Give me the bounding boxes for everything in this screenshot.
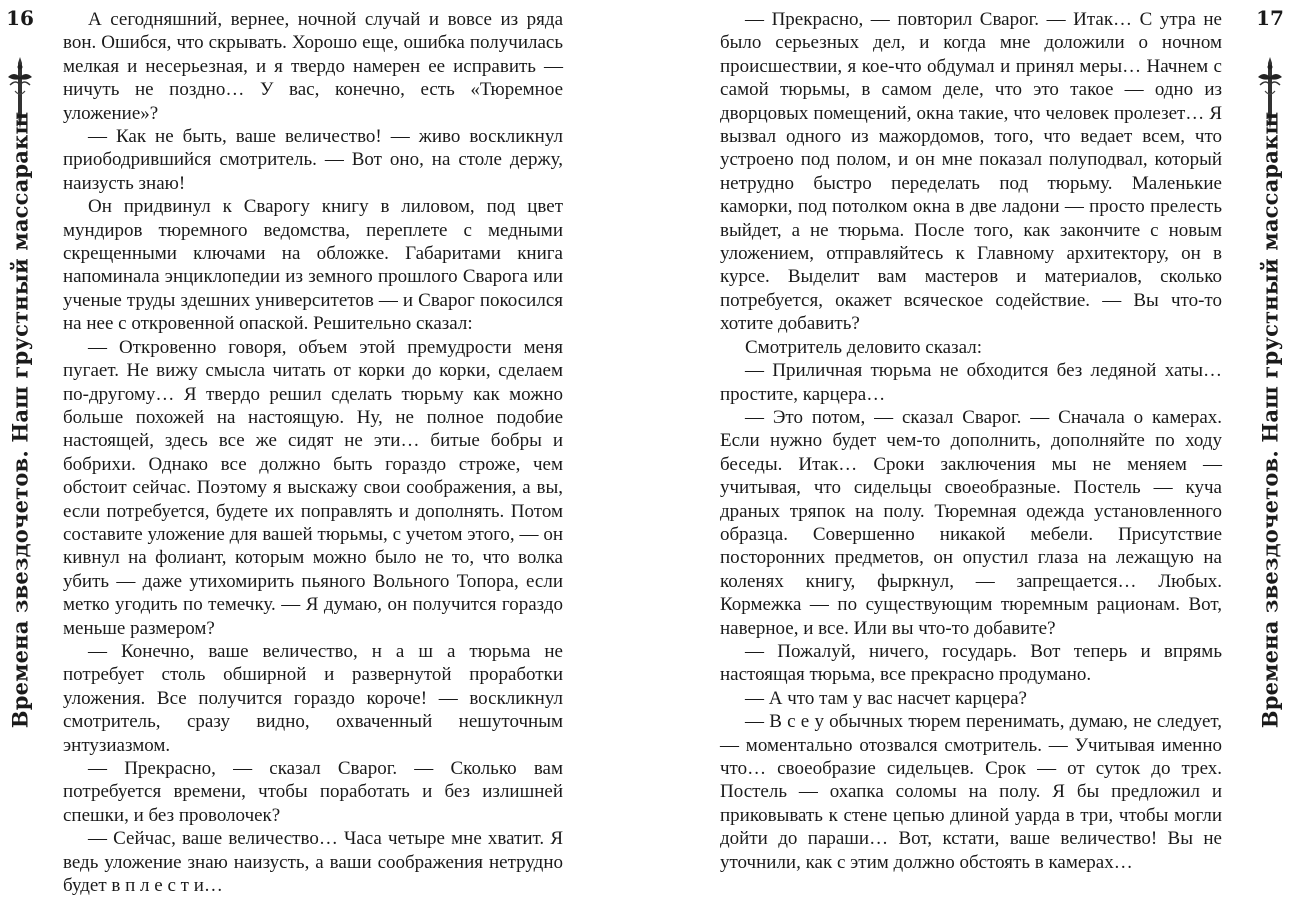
paragraph: — А что там у вас насчет карцера? [745,687,1027,709]
running-head-text: Времена звездочетов. Наш грустный массаракш [1257,111,1283,729]
paragraph: — Откровенно говоря, объем этой премудрости меня пугает. Не вижу смысла читать от корки до корки, сделаем по-другому… Я твердо решил сделать тюрьму как можно больше похожей на настоящую. Ну, не полное подобие настоящей, здесь все же сидят не эти… битые бобры и бобрихи. Однако все должно быть гораздо строже, чем обстоит сейчас. Поэтому я выскажу свои соображения, а вы, если потребуется, будете их поправлять и дополнять. Потом составите уложение для вашей тюрьмы, с учетом этого, — он кивнул на фолиант, которым можно было не то, что волка убить — даже утихомирить пьяного Вольного Топора, если метко угодить по темечку. — Я думаю, он получится гораздо меньше размером? [63,336,563,639]
left-margin [0,0,40,890]
paragraph: — Сейчас, ваше величество… Часа четыре мне хватит. Я ведь уложение знаю наизусть, а ваши соображения нетрудно будет в п л е с т и… [63,828,563,897]
paragraph: — Как не быть, ваше величество! — живо воскликнул приободрившийся смотритель. — Вот оно, на столе держу, наизусть знаю! [63,126,563,194]
running-head-text: Времена звездочетов. Наш грустный массаракш [7,111,33,729]
right-page [645,0,1290,890]
paragraph: — Приличная тюрьма не обходится без ледяной хаты… простите, карцера… [720,360,1222,405]
paragraph: — Это потом, — сказал Сварог. — Сначала о камерах. Если нужно будет чем-то дополнить, дополняйте по ходу беседы. Итак… Сроки заключения мы не меняем — учитывая, что сидельцы своеобразные. Постель — куча драных тряпок на полу. Тюремная одежда установленного образца. Совершенно никакой мебели. Присутствие посторонних предметов, он опустил глаза на лежащую на коленях книгу, фыркнул, — запрещается… Любых. Кормежка — по существующим тюремным рационам. Вот, наверное, и все. Или вы что-то добавите? [720,406,1222,639]
page-number: 16 [6,6,34,30]
paragraph: — Пожалуй, ничего, государь. Вот теперь и впрямь настоящая тюрьма, все прекрасно продумано. [720,640,1222,686]
paragraph: — Прекрасно, — сказал Сварог. — Сколько вам потребуется времени, чтобы поработать и без излишней спешки, и без проволочек? [63,758,563,826]
body-text [720,8,1222,874]
body-text [63,8,563,897]
paragraph: — В с е у обычных тюрем перенимать, думаю, не следует, — моментально отозвался смотритель. — Учитывая именно что… своеобразие сидельцев. Срок — от суток до трех. Постель — охапка соломы на полу. Я бы предложил и приковывать к стене цепью длиной уарда в три, чтобы могли дойти до параши… Вот, кстати, ваше величество! Вы не уточнили, как с этим должно обстоять в камерах… [720,711,1222,873]
right-margin [1250,0,1290,890]
page-number: 17 [1256,6,1284,30]
paragraph: — Прекрасно, — повторил Сварог. — Итак… С утра не было серьезных дел, и когда мне доложили о ночном происшествии, я кое-что обдумал и принял меры… Начнем с самой тюрьмы, в самом деле, что это такое — одно из дворцовых помещений, окна такие, что человек пролезет… Я вызвал одного из мажордомов, того, что ведает всем, что устроено под полом, и он мне показал полуподвал, который нетрудно быстро переделать под тюрьму. Маленькие каморки, под потолком окна в две ладони — просто прелесть выйдет, а не тюрьма. После того, как закончите с новым уложением, отправляйтесь к Главному архитектору, он в курсе. Выделит вам мастеров и материалов, сколько потребуется, окажет всяческое содействие. — Вы что-то хотите добавить? [720,9,1222,335]
paragraph: Он придвинул к Сварогу книгу в лиловом, под цвет мундиров тюремного ведомства, переплете с медными скрещенными ключами на обложке. Габаритами книга напоминала энциклопедии из земного прошлого Сварога или ученые труды здешних университетов — и Сварог покосился на нее с откровенной опаской. Решительно сказал: [63,196,563,335]
paragraph: А сегодняшний, вернее, ночной случай и вовсе из ряда вон. Ошибся, что скрывать. Хорошо еще, ошибка получилась мелкая и несерьезная, и я твердо намерен ее исправить — ничуть не поздно… У вас, конечно, есть «Тюремное уложение»? [63,9,563,124]
paragraph: Смотритель деловито сказал: [745,336,982,358]
paragraph: — Конечно, ваше величество, н а ш а тюрьма не потребует столь обширной и развернутой проработки уложения. Все получится гораздо короче! — воскликнул смотритель, сразу видно, охваченный нешуточным энтузиазмом. [63,640,563,756]
